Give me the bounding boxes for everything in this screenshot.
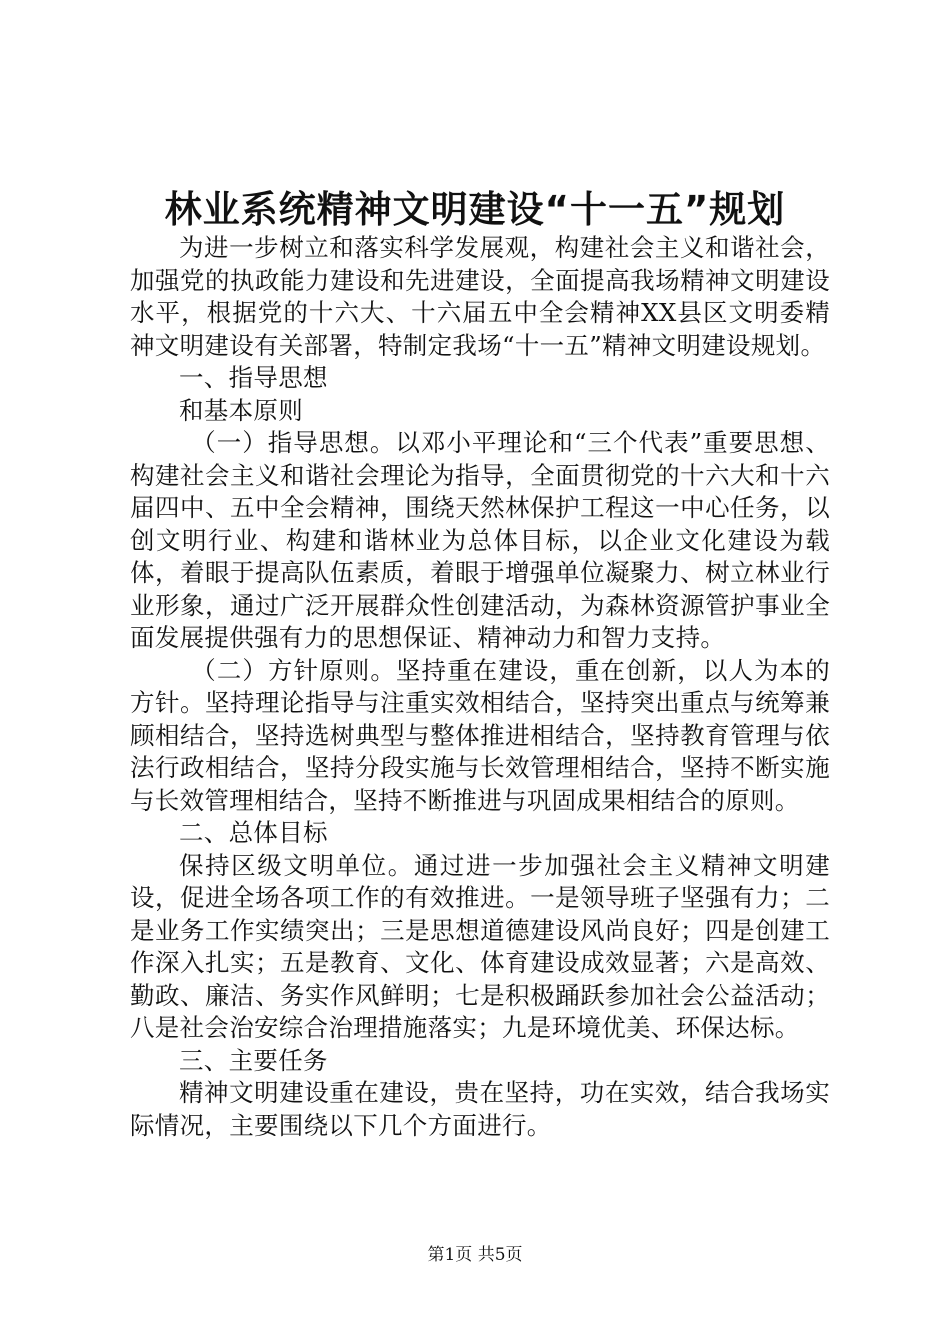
document-body <box>130 232 830 1142</box>
section-heading-guiding-thought: 一、指导思想 <box>179 363 328 392</box>
section-heading-main-tasks: 三、主要任务 <box>179 1045 328 1075</box>
document-title: 林业系统精神文明建设“十一五”规划 <box>164 188 786 231</box>
section-heading-overall-goal: 二、总体目标 <box>179 818 328 847</box>
paragraph-principles: （二）方针原则。坚持重在建设，重在创新，以人为本的方针。坚持理论指导与注重实效相结合，坚持突出重点与统筹兼顾相结合，坚持选树典型与整体推进相结合，坚持教育管理与依法行政相结合，坚持分段实施与长效管理相结合，坚持不断实施与长效管理相结合，坚持不断推进与巩固成果相结合的原则。 <box>130 655 830 815</box>
section-heading-basic-principles: 和基本原则 <box>179 395 303 425</box>
paragraph-guiding-thought: （一）指导思想。以邓小平理论和“三个代表”重要思想、构建社会主义和谐社会理论为指导，全面贯彻党的十六大和十六届四中、五中全会精神，围绕天然林保护工程这一中心任务，以创文明行业、构建和谐林业为总体目标，以企业文化建设为载体，着眼于提高队伍素质，着眼于增强单位凝聚力、树立林业行业形象，通过广泛开展群众性创建活动，为森林资源管护事业全面发展提供强有力的思想保证、精神动力和智力支持。 <box>130 428 830 652</box>
paragraph-overall-goal: 保持区级文明单位。通过进一步加强社会主义精神文明建设，促进全场各项工作的有效推进。一是领导班子坚强有力；二是业务工作实绩突出；三是思想道德建设风尚良好；四是创建工作深入扎实；五是教育、文化、体育建设成效显著；六是高效、勤政、廉洁、务实作风鲜明；七是积极踊跃参加社会公益活动；八是社会治安综合治理措施落实；九是环境优美、环保达标。 <box>130 850 830 1042</box>
page-footer: 第1页 共5页 <box>427 1245 523 1265</box>
intro-paragraph: 为进一步树立和落实科学发展观，构建社会主义和谐社会，加强党的执政能力建设和先进建设，全面提高我场精神文明建设水平，根据党的十六大、十六届五中全会精神XX县区文明委精神文明建设有关部署，特制定我场“十一五”精神文明建设规划。 <box>130 233 830 360</box>
paragraph-main-tasks: 精神文明建设重在建设，贵在坚持，功在实效，结合我场实际情况，主要围绕以下几个方面进行。 <box>130 1078 830 1140</box>
